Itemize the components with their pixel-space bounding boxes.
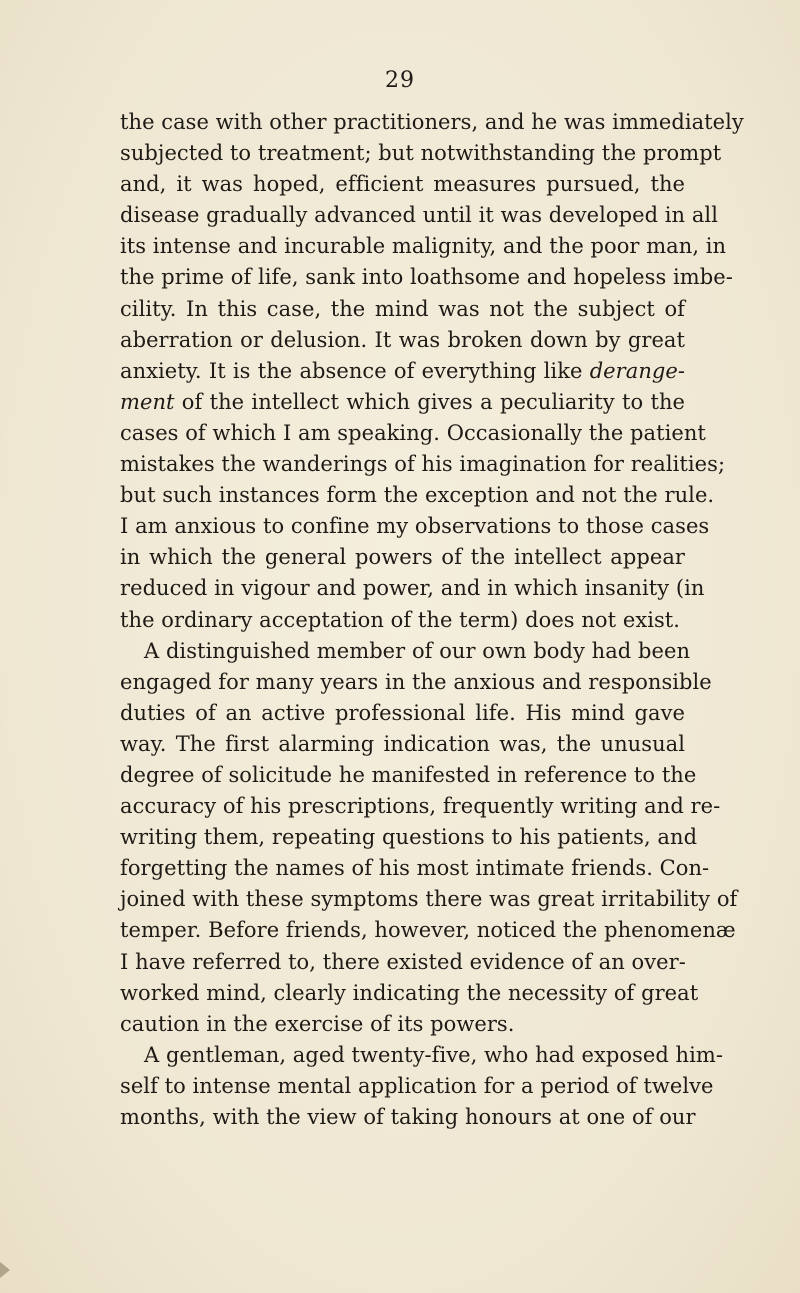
text-line: self to intense mental application for a period of twelve: [120, 1073, 714, 1098]
text-segment: of the intellect which gives a peculiarity to the: [174, 389, 685, 414]
text-line: the ordinary acceptation of the term) does not exist.: [120, 607, 681, 632]
text-line: cility. In this case, the mind was not the subject of: [120, 296, 685, 321]
text-segment: anxiety. It is the absence of everything like: [120, 358, 583, 383]
text-line: disease gradually advanced until it was developed in all: [120, 203, 718, 228]
text-line: its intense and incurable malignity, and the poor man, in: [120, 234, 727, 259]
text-line: the case with other practitioners, and he was immediately: [120, 110, 744, 134]
text-line: aberration or delusion. It was broken down by great: [120, 327, 685, 352]
text-line: and, it was hoped, efficient measures pursued, the: [120, 172, 685, 197]
text-line: I have referred to, there existed evidence of an over-: [120, 949, 686, 974]
text-line: forgetting the names of his most intimate friends. Con-: [120, 856, 710, 881]
text-line: I am anxious to confine my observations to those cases: [120, 514, 710, 539]
text-line: worked mind, clearly indicating the necessity of great: [120, 980, 699, 1005]
text-line: accuracy of his prescriptions, frequently writing and re-: [120, 794, 721, 819]
text-line: but such instances form the exception and not the rule.: [120, 483, 715, 508]
page-corner-mark: [0, 1262, 10, 1278]
text-line: cases of which I am speaking. Occasionally the patient: [120, 420, 706, 445]
text-line: the prime of life, sank into loathsome and hopeless imbe-: [120, 265, 733, 290]
text-line-with-italic: [120, 356, 685, 387]
text-line: writing them, repeating questions to his patients, and: [120, 825, 698, 850]
text-line: engaged for many years in the anxious and responsible: [120, 669, 712, 694]
text-line: temper. Before friends, however, noticed the phenomenæ: [120, 918, 736, 943]
text-line: mistakes the wanderings of his imagination for realities;: [120, 452, 726, 477]
paragraph-start: A distinguished member of our own body had been: [144, 638, 691, 663]
body-text: [120, 107, 744, 1133]
text-line: in which the general powers of the intellect appear: [120, 545, 685, 570]
text-line: duties of an active professional life. His mind gave: [120, 700, 685, 725]
text-line: caution in the exercise of its powers.: [120, 1011, 515, 1036]
text-line: reduced in vigour and power, and in which insanity (in: [120, 576, 705, 601]
text-line: joined with these symptoms there was great irritability of: [120, 887, 738, 912]
text-line: degree of solicitude he manifested in reference to the: [120, 762, 697, 787]
text-line-with-italic: [120, 387, 685, 418]
paragraph-start: A gentleman, aged twenty-five, who had exposed him-: [144, 1042, 723, 1067]
text-line: months, with the view of taking honours at one of our: [120, 1105, 696, 1129]
italic-word: derange-: [589, 358, 686, 383]
page-number: 29: [385, 68, 415, 93]
italic-word: ment: [120, 389, 175, 414]
text-line: subjected to treatment; but notwithstanding the prompt: [120, 141, 722, 166]
text-line: way. The first alarming indication was, the unusual: [120, 731, 685, 756]
